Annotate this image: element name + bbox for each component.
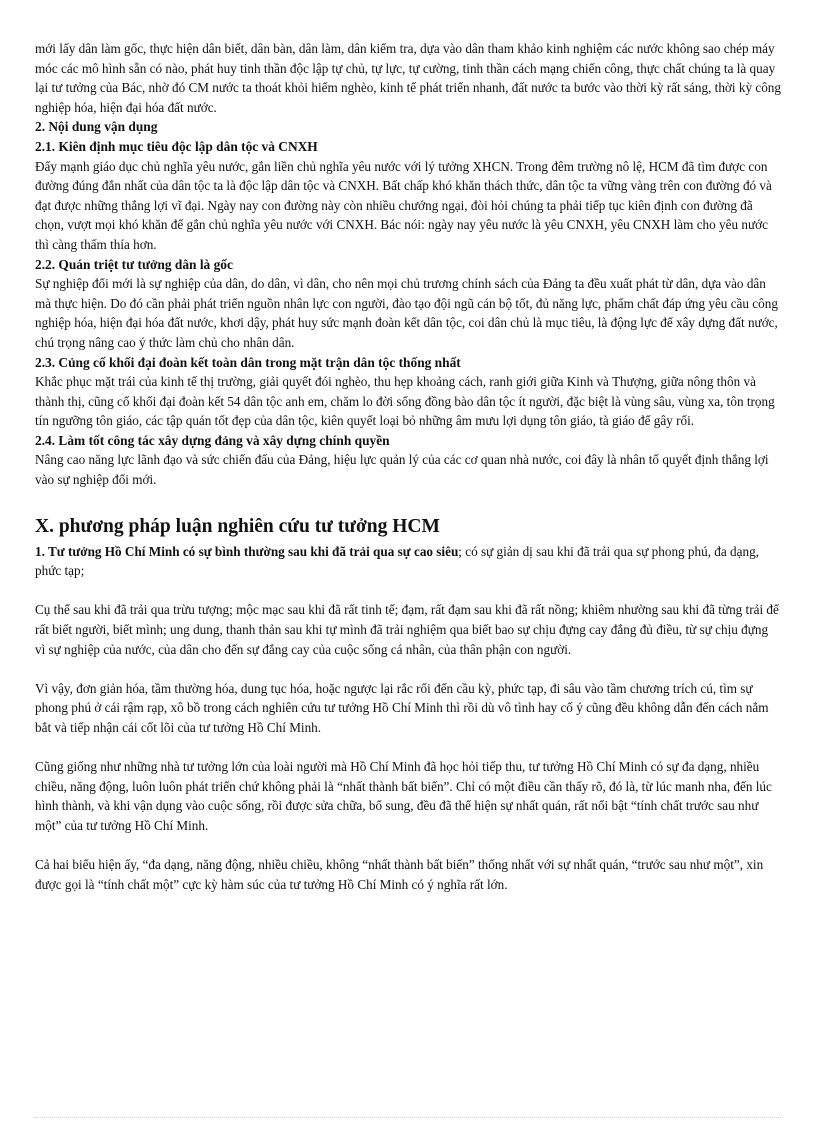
paragraph-2-4: Nâng cao năng lực lãnh đạo và sức chiến đấu của Đảng, hiệu lực quản lý của các cơ quan nhà nước, coi đây là nhân tố quyết định thắng lợi vào sự nghiệp đổi mới. (35, 452, 769, 488)
subsection-heading-2-1: 2.1. Kiên định mục tiêu độc lập dân tộc và CNXH (35, 138, 318, 154)
paragraph-2-3: Khắc phục mặt trái của kinh tế thị trường, giải quyết đói nghèo, thu hẹp khoảng cách, ranh giới giữa Kinh và Thượng, giữa nông thôn và thành thị, cũng cố khối đại đoàn kết 54 dân tộc anh em, chăm lo đời sống đồng bào dân tộc ít người, đặc biệt là vùng sâu, vùng xa, tôn trọng tín ngưỡng tôn giáo, các tập quán tốt đẹp của dân tộc, kiên quyết loại bỏ những âm mưu lợi dụng tôn giáo, tà giáo để gây rối. (35, 374, 775, 429)
subsection-heading-2-3: 2.3. Củng cố khối đại đoàn kết toàn dân trong mặt trận dân tộc thống nhất (35, 354, 461, 370)
document-page (35, 39, 781, 894)
paragraph-x-4: Cũng giống như những nhà tư tưởng lớn của loài người mà Hồ Chí Minh đã học hỏi tiếp thu, tư tưởng Hồ Chí Minh có sự đa dạng, nhiều chiều, năng động, luôn luôn phát triển chứ không phải là “nhất thành bất biến”. Chỉ có một điều cần thấy rõ, đó là, từ lúc manh nha, đến lúc hình thành, và khi vận dụng vào cuộc sống, rồi được sửa chữa, bổ sung, đều đã thể hiện sự nhất quán, rất nổi bật “tính chất trước sau như một” của tư tưởng Hồ Chí Minh. (35, 759, 772, 833)
paragraph-spacer (35, 738, 781, 758)
page-bottom-rule (35, 1117, 781, 1118)
subsection-heading-2-2: 2.2. Quán triệt tư tưởng dân là gốc (35, 256, 233, 272)
paragraph-spacer (35, 836, 781, 856)
paragraph-spacer (35, 581, 781, 601)
paragraph-x-5: Cả hai biểu hiện ấy, “đa dạng, năng động, nhiều chiều, không “nhất thành bất biến” thống nhất với sự nhất quán, “trước sau như một”, xin được gọi là “tính chất một” cực kỳ hàm súc của tư tưởng Hồ Chí Minh có ý nghĩa rất lớn. (35, 857, 764, 892)
section-heading-2: 2. Nội dung vận dụng (35, 119, 158, 135)
subsection-heading-2-4: 2.4. Làm tốt công tác xây dựng đảng và xây dựng chính quyền (35, 432, 390, 448)
paragraph-2-1: Đẩy mạnh giáo dục chủ nghĩa yêu nước, gắn liền chủ nghĩa yêu nước với lý tưởng XHCN. Trong đêm trường nô lệ, HCM đã tìm được con đường đúng đắn nhất của dân tộc ta là độc lập dân tộc và CNXH. Bất chấp khó khăn thách thức, dân tộc ta vững vàng trên con đường đó và đạt được những thắng lợi vĩ đại. Ngày nay con đường này còn nhiều chướng ngại, đòi hỏi chúng ta phải tiếp tục kiên định con đường đã chọn, vượt mọi khó khăn để gắn chủ nghĩa yêu nước với CNXH. Bác nói: ngày nay yêu nước là yêu CNXH, yêu CNXH làm cho yêu nước thì càng thấm thía hơn. (35, 158, 772, 252)
paragraph-2-2: Sự nghiệp đổi mới là sự nghiệp của dân, do dân, vì dân, cho nên mọi chủ trương chính sách của Đảng ta đều xuất phát từ dân, dựa vào dân mà thực hiện. Do đó cần phải phát triển nguồn nhân lực con người, đào tạo đội ngũ cán bộ tốt, đủ năng lực, phẩm chất đáp ứng yêu cầu công nghiệp hóa, hiện đại hóa đất nước, khơi dậy, phát huy sức mạnh đoàn kết dân tộc, coi dân chủ là mục tiêu, là động lực để xây dựng đất nước, chú trọng nâng cao ý thức làm chủ cho nhân dân. (35, 276, 778, 350)
paragraph-x-1 (35, 542, 781, 581)
paragraph-x-3: Vì vậy, đơn giản hóa, tầm thường hóa, dung tục hóa, hoặc ngược lại rắc rối đến cầu kỳ, phức tạp, đi sâu vào tầm chương trích cú, tìm sự phong phú ở cái rậm rạp, xô bồ trong cách nghiên cứu tư tưởng Hồ Chí Minh thì rồi dù vô tình hay cố ý cũng đều không dẫn đến cách nắm bắt và tiếp nhận cái cốt lõi của tư tưởng Hồ Chí Minh. (35, 680, 769, 735)
paragraph-x-2: Cụ thể sau khi đã trải qua trừu tượng; mộc mạc sau khi đã rất tinh tế; đạm, rất đạm sau khi đã rất nồng; khiêm nhường sau khi đã từng trải để rất biết người, biết mình; ung dung, thanh thản sau khi tự mình đã trải nghiệm qua biết bao sự chịu đựng cay đắng đủ điều, từ sự chịu đựng vì sự nghiệp của nước, của dân cho đến sự đắng cay của cuộc sống cá nhân, của thân phận con người. (35, 602, 779, 657)
paragraph-spacer (35, 659, 781, 679)
chapter-heading-x: X. phương pháp luận nghiên cứu tư tưởng HCM (35, 515, 440, 537)
intro-paragraph: mới lấy dân làm gốc, thực hiện dân biết, dân bàn, dân làm, dân kiểm tra, dựa vào dân tham khảo kinh nghiệm các nước không sao chép máy móc các mô hình sẵn có nào, phát huy tinh thần độc lập tự chủ, tự lực, tự cường, tinh thần cách mạng chiến công, thực chất chúng ta là quay lại tư tưởng của Bác, nhờ đó CM nước ta thoát khỏi hiểm nghèo, kinh tế phát triển nhanh, đất nước ta bước vào thời kỳ rất sáng, thời kỳ công nghiệp hóa, hiện đại hóa đất nước. (35, 41, 781, 115)
paragraph-x-1-rest: ; có sự giản dị sau khi đã trải qua sự phong phú, đa dạng, phức tạp; (35, 543, 759, 579)
paragraph-x-1-bold-lead: 1. Tư tưởng Hồ Chí Minh có sự bình thường sau khi đã trải qua sự cao siêu (35, 543, 459, 559)
